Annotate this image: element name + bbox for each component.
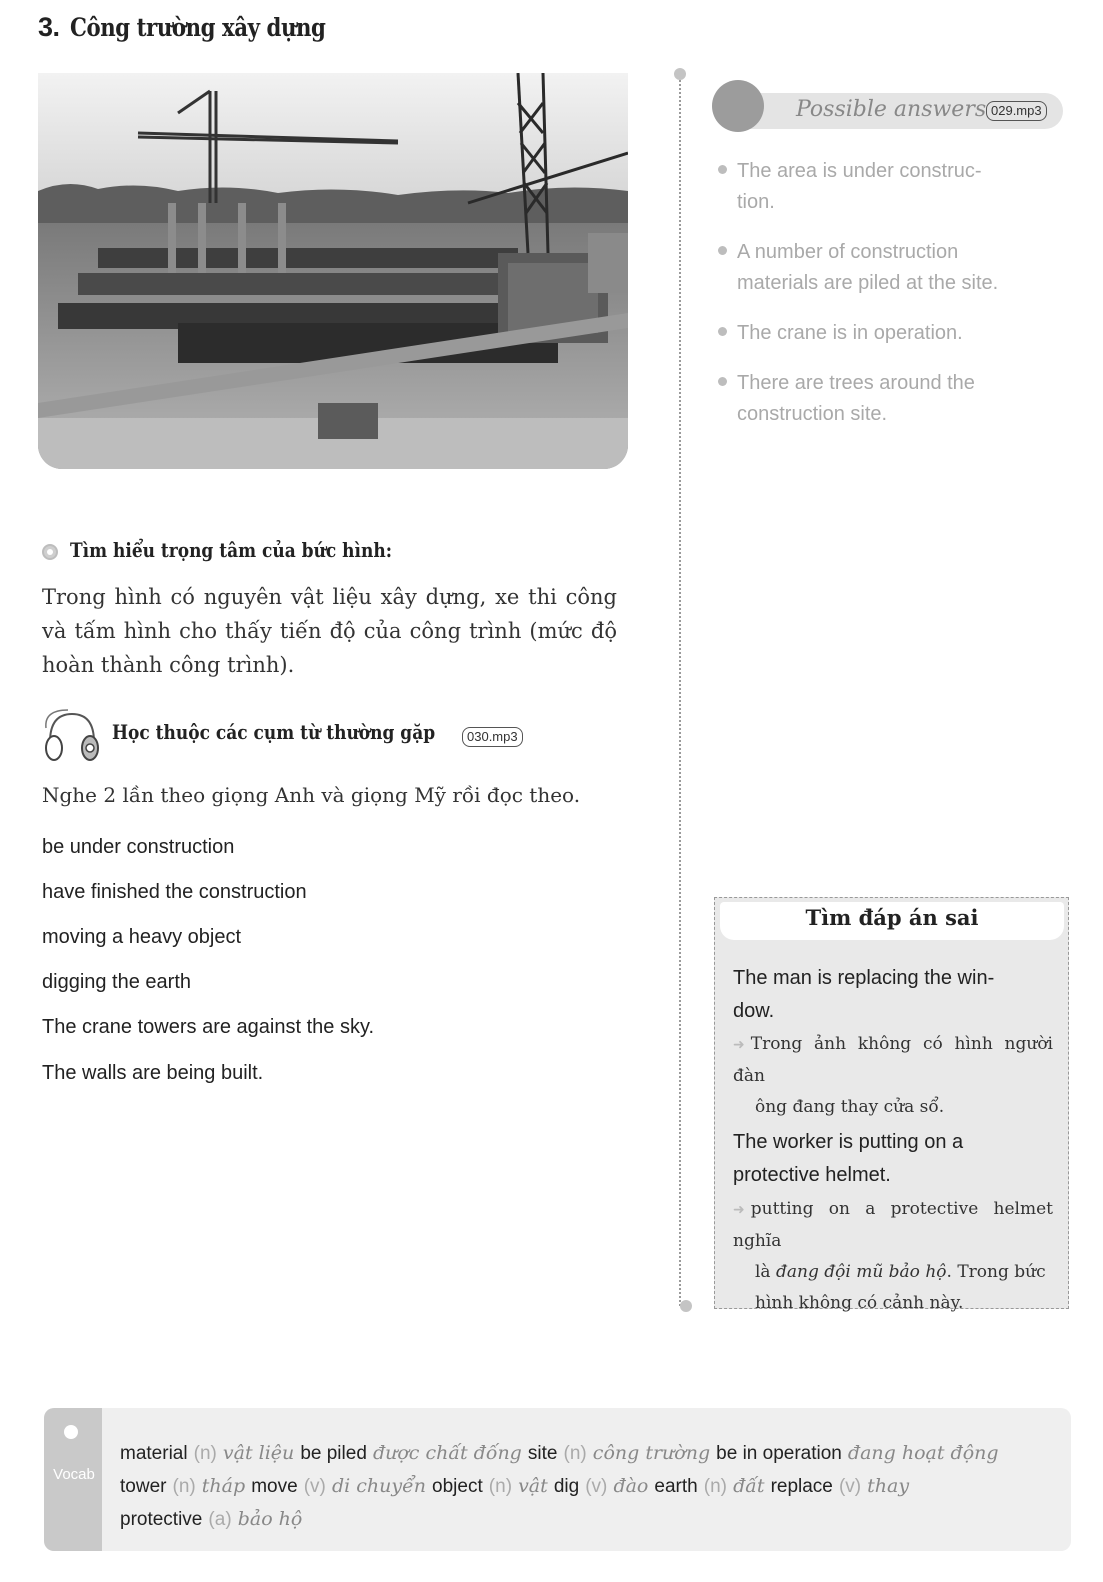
audio-tag[interactable] — [462, 726, 523, 747]
vocab-word: object — [432, 1476, 483, 1497]
vocab-pos: (v) — [838, 1476, 862, 1497]
vocab-word: move — [251, 1476, 298, 1497]
explanation-text: . Trong bức — [946, 1262, 1046, 1282]
answer-line: There are trees around the — [737, 372, 975, 394]
vocab-line — [120, 1503, 1060, 1536]
explanation-line: Trong ảnh không có hình người đàn — [733, 1034, 1053, 1086]
construction-site-photo — [38, 73, 628, 469]
sentence-line: The man is replacing the win- — [733, 967, 995, 989]
vocab-meaning: đang hoạt động — [847, 1442, 999, 1464]
explanation-line: putting on a protective helmet nghĩa — [733, 1199, 1053, 1251]
answer-item — [718, 318, 1058, 349]
vocab-meaning: bảo hộ — [237, 1508, 303, 1530]
divider-dot — [674, 68, 686, 80]
bullet-icon — [718, 327, 727, 336]
explanation-text: là — [755, 1262, 776, 1282]
explanation-line: ông đang thay cửa sổ. — [755, 1097, 945, 1117]
vocab-line — [120, 1470, 1060, 1503]
photo-illustration — [38, 73, 628, 469]
vocab-line — [120, 1437, 1060, 1470]
section-number: 3. — [38, 12, 60, 42]
answer-line: The area is under construc- — [737, 160, 982, 182]
arrow-icon: ➜ — [733, 1037, 745, 1053]
divider-dot — [680, 1300, 692, 1312]
arrow-icon: ➜ — [733, 1202, 745, 1218]
vocab-meaning: đào — [613, 1475, 649, 1497]
explanation-italic: đang đội mũ bảo hộ — [775, 1262, 947, 1282]
phrase-item: digging the earth — [42, 971, 192, 993]
wrong-answer-explanation — [733, 1029, 1053, 1123]
vocab-word: site — [527, 1443, 558, 1464]
vocab-word: be piled — [300, 1443, 367, 1464]
vocab-pos: (n) — [563, 1443, 587, 1464]
vocab-meaning: di chuyển — [331, 1475, 426, 1497]
possible-answers-title: Possible answers — [796, 97, 987, 122]
vocab-word: replace — [770, 1476, 833, 1497]
vocab-list — [120, 1437, 1060, 1536]
answer-item — [718, 156, 1058, 218]
answer-line: construction site. — [737, 403, 888, 425]
phrases-heading-text — [112, 720, 492, 744]
vocab-pos: (n) — [172, 1476, 196, 1497]
bullet-icon — [718, 165, 727, 174]
column-divider — [679, 76, 681, 1306]
wrong-answer-explanation — [733, 1194, 1053, 1319]
vocab-pos: (a) — [208, 1509, 232, 1530]
vocab-meaning: vật liệu — [222, 1442, 295, 1464]
phrases-title: Học thuộc các cụm từ thường gặp — [112, 720, 436, 744]
vocab-word: material — [120, 1443, 188, 1464]
focus-heading — [42, 538, 449, 562]
vocab-word: earth — [654, 1476, 698, 1497]
vocab-meaning: được chất đống — [372, 1442, 522, 1464]
focus-body: Trong hình có nguyên vật liệu xây dựng, xe thi công và tấm hình cho thấy tiến độ của công trình (mức độ hoàn thành công trình). — [42, 585, 617, 677]
vocab-pos: (v) — [303, 1476, 326, 1497]
answer-item — [718, 368, 1058, 430]
section-title: Công trường xây dựng — [69, 13, 325, 42]
answer-item — [718, 237, 1058, 299]
vocab-meaning: thay — [867, 1475, 910, 1497]
headphones-icon — [42, 708, 102, 764]
vocab-meaning: đất — [733, 1475, 765, 1497]
phrase-item: The walls are being built. — [42, 1062, 264, 1084]
answer-line: materials are piled at the site. — [737, 272, 999, 294]
answer-line: A number of construction — [737, 241, 959, 263]
answer-line: tion. — [737, 191, 775, 213]
wrong-answer-sentence — [733, 962, 1053, 1028]
page-title — [38, 12, 370, 43]
answer-line: The crane is in operation. — [737, 322, 963, 344]
sentence-line: dow. — [733, 1000, 775, 1022]
focus-heading-text: Tìm hiểu trọng tâm của bức hình: — [70, 538, 392, 562]
audio-tag[interactable] — [986, 100, 1047, 121]
vocab-pos: (n) — [703, 1476, 728, 1497]
audio-filename: 029.mp3 — [986, 101, 1047, 121]
bullet-icon — [718, 377, 727, 386]
vocab-pos: (n) — [193, 1443, 217, 1464]
vocab-pos: (n) — [488, 1476, 513, 1497]
vocab-word: protective — [120, 1509, 203, 1530]
sentence-line: The worker is putting on a — [733, 1131, 964, 1153]
vocab-word: tower — [120, 1476, 167, 1497]
phrase-item: moving a heavy object — [42, 926, 242, 948]
vocab-meaning: vật — [518, 1475, 548, 1497]
vocab-dot-icon — [64, 1425, 78, 1439]
vocab-label: Vocab — [53, 1466, 95, 1483]
phrase-item: The crane towers are against the sky. — [42, 1016, 375, 1038]
bullet-icon — [718, 246, 727, 255]
vocab-word: be in operation — [716, 1443, 842, 1464]
wrong-answers-title: Tìm đáp án sai — [805, 905, 979, 930]
speaker-face-icon — [712, 80, 764, 132]
wrong-answer-sentence — [733, 1126, 1053, 1192]
sentence-line: protective helmet. — [733, 1164, 891, 1186]
listen-instruction: Nghe 2 lần theo giọng Anh và giọng Mỹ rồi đọc theo. — [42, 783, 581, 807]
phrase-item: be under construction — [42, 836, 235, 858]
phrases-heading — [42, 708, 602, 768]
vocab-word: dig — [553, 1476, 580, 1497]
vocab-pos: (v) — [585, 1476, 608, 1497]
vocab-meaning: tháp — [201, 1475, 246, 1497]
vocab-meaning: công trường — [592, 1442, 711, 1464]
explanation-line — [733, 1257, 1053, 1288]
audio-filename: 030.mp3 — [462, 727, 523, 747]
explanation-line: hình không có cảnh này. — [755, 1293, 964, 1313]
phrase-item: have finished the construction — [42, 881, 307, 903]
